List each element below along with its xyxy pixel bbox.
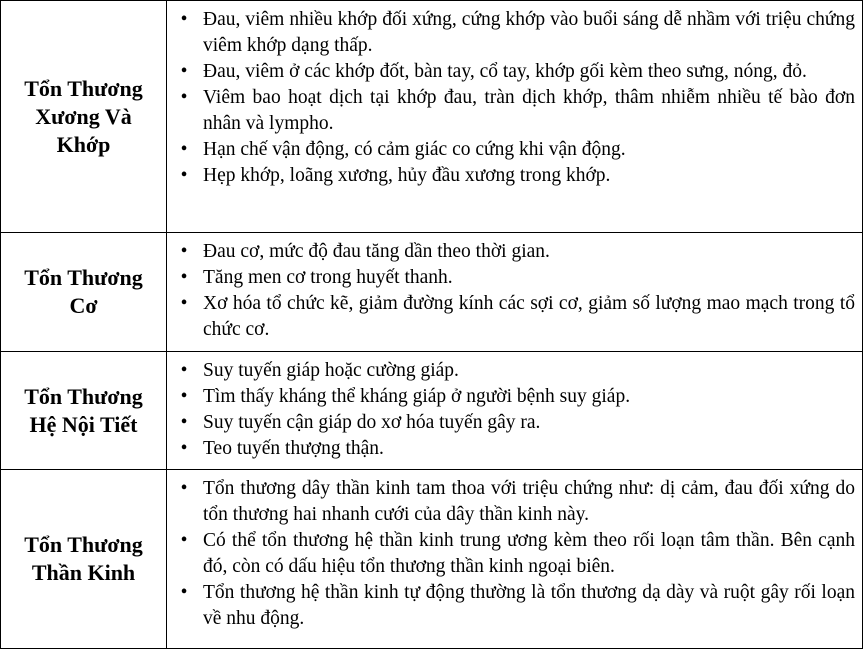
row-heading: Tổn Thương Xương Và Khớp <box>24 75 143 157</box>
row-content-cell <box>167 1 863 233</box>
list-item <box>177 265 855 291</box>
bullet-list <box>167 1 862 189</box>
row-heading-cell <box>1 233 167 352</box>
bullet-icon: • <box>180 165 188 186</box>
list-item <box>177 436 855 462</box>
list-item <box>177 291 855 343</box>
list-item <box>177 580 855 632</box>
list-item <box>177 7 855 59</box>
list-item-text: Tìm thấy kháng thể kháng giáp ở người bệnh suy giáp. <box>203 386 631 407</box>
bullet-icon: • <box>180 386 188 407</box>
row-heading-cell <box>1 352 167 470</box>
bullet-list <box>167 470 862 632</box>
list-item <box>177 358 855 384</box>
table-row-bone-joint <box>1 1 863 233</box>
list-item-text: Teo tuyến thượng thận. <box>203 438 384 459</box>
list-item-text: Tổn thương dây thần kinh tam thoa với triệu chứng như: dị cảm, đau đối xứng do tổn thương hai nhanh cưới của dây thần kinh này. <box>203 478 855 525</box>
bullet-icon: • <box>180 87 188 108</box>
row-heading-cell <box>1 1 167 233</box>
list-item-text: Tăng men cơ trong huyết thanh. <box>203 267 453 288</box>
table-body <box>1 1 863 649</box>
list-item-text: Viêm bao hoạt dịch tại khớp đau, tràn dịch khớp, thâm nhiễm nhiều tế bào đơn nhân và lympho. <box>203 87 855 134</box>
bullet-list <box>167 352 862 462</box>
row-heading: Tổn Thương Thần Kinh <box>24 532 143 585</box>
list-item <box>177 528 855 580</box>
bullet-icon: • <box>180 438 188 459</box>
list-item-text: Đau cơ, mức độ đau tăng dần theo thời gian. <box>203 241 550 262</box>
row-heading: Tổn Thương Hệ Nội Tiết <box>24 383 143 437</box>
bullet-icon: • <box>180 360 188 381</box>
bullet-icon: • <box>180 9 188 30</box>
list-item-text: Suy tuyến giáp hoặc cường giáp. <box>203 360 459 381</box>
bullet-icon: • <box>180 412 188 433</box>
bullet-icon: • <box>180 582 188 603</box>
list-item-text: Hẹp khớp, loãng xương, hủy đầu xương trong khớp. <box>203 165 611 186</box>
list-item <box>177 384 855 410</box>
list-item <box>177 476 855 528</box>
list-item-text: Tổn thương hệ thần kinh tự động thường là tổn thương dạ dày và ruột gây rối loạn về nhu động. <box>203 582 855 629</box>
bullet-icon: • <box>180 530 188 551</box>
bullet-icon: • <box>180 241 188 262</box>
list-item-text: Đau, viêm ở các khớp đốt, bàn tay, cổ tay, khớp gối kèm theo sưng, nóng, đỏ. <box>203 61 807 82</box>
row-heading: Tổn Thương Cơ <box>24 265 143 318</box>
table-row-nervous <box>1 470 863 649</box>
list-item-text: Suy tuyến cận giáp do xơ hóa tuyến gây ra. <box>203 412 541 433</box>
list-item <box>177 59 855 85</box>
bullet-icon: • <box>180 139 188 160</box>
bullet-icon: • <box>180 293 188 314</box>
table-row-endocrine <box>1 352 863 470</box>
row-heading-cell <box>1 470 167 649</box>
list-item <box>177 410 855 436</box>
table-row-muscle <box>1 233 863 352</box>
list-item-text: Đau, viêm nhiều khớp đối xứng, cứng khớp vào buổi sáng dễ nhầm với triệu chứng viêm khớp dạng thấp. <box>203 9 855 56</box>
list-item <box>177 85 855 137</box>
list-item <box>177 239 855 265</box>
row-content-cell <box>167 470 863 649</box>
list-item <box>177 137 855 163</box>
bullet-icon: • <box>180 478 188 499</box>
bullet-icon: • <box>180 267 188 288</box>
list-item-text: Xơ hóa tổ chức kẽ, giảm đường kính các sợi cơ, giảm số lượng mao mạch trong tổ chức cơ. <box>203 293 855 340</box>
bullet-list <box>167 233 862 343</box>
row-content-cell <box>167 233 863 352</box>
row-content-cell <box>167 352 863 470</box>
list-item <box>177 163 855 189</box>
list-item-text: Hạn chế vận động, có cảm giác co cứng khi vận động. <box>203 139 626 160</box>
list-item-text: Có thể tổn thương hệ thần kinh trung ương kèm theo rối loạn tâm thần. Bên cạnh đó, còn có dấu hiệu tổn thương thần kinh ngoại biên. <box>203 530 855 577</box>
bullet-icon: • <box>180 61 188 82</box>
